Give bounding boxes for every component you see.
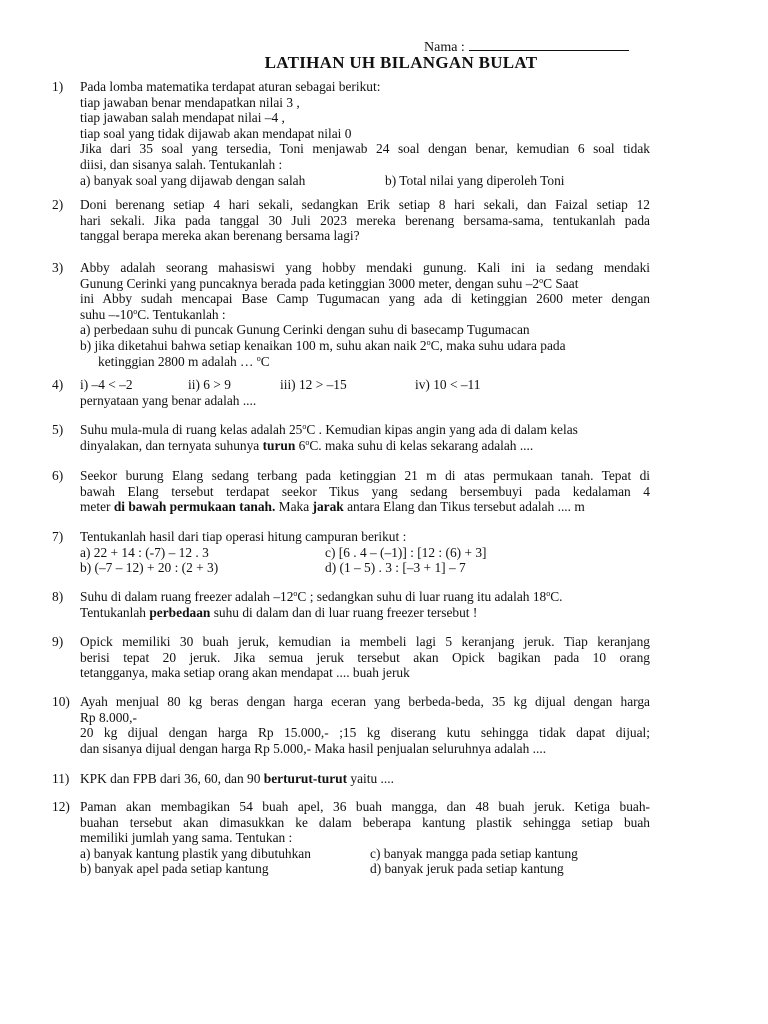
options-row [80, 173, 650, 189]
text-line: bawah Elang tersebut terdapat seekor Tikus yang sedang bersembuyi pada kedalaman 4 [80, 483, 650, 499]
option-b: b) banyak apel pada setiap kantung [80, 861, 269, 877]
question-number: 8) [52, 589, 64, 604]
question-number: 1) [52, 79, 64, 94]
question-body [80, 589, 650, 620]
text-line: tanggal berapa mereka akan berenang bersama lagi? [80, 228, 360, 244]
text-line: berisi tepat 20 jeruk. Jika semua jeruk tersebut akan Opick bagikan pada 10 orang [80, 649, 650, 665]
question-body [80, 468, 650, 515]
text-line: Tentukanlah perbedaan suhu di dalam dan di luar ruang freezer tersebut ! [80, 604, 478, 620]
option-b: b) Total nilai yang diperoleh Toni [385, 172, 565, 188]
text-line: Tentukanlah hasil dari tiap operasi hitung campuran berikut : [80, 529, 407, 544]
question-number: 4) [52, 377, 64, 392]
page-title: LATIHAN UH BILANGAN BULAT [264, 53, 538, 72]
option-a: a) banyak soal yang dijawab dengan salah [80, 172, 306, 188]
text-line: Rp 8.000,- [80, 709, 137, 725]
statements-row [80, 377, 650, 393]
text-line: diisi, dan sisanya salah. Tentukanlah : [80, 156, 283, 172]
question-number: 10) [52, 694, 70, 709]
text-line: dinyalakan, dan ternyata suhunya turun 6$^o$C. maka suhu di kelas sekarang adalah .... [80, 437, 534, 453]
question-number: 3) [52, 260, 64, 275]
statement-iv: iv) 10 < –11 [415, 377, 481, 392]
text-line: tiap soal yang tidak dijawab akan mendapat nilai 0 [80, 125, 352, 141]
text-line: 20 kg dijual dengan harga Rp 15.000,- ;15 kg diserang kutu sehingga tidak dapat dijual; [80, 725, 650, 741]
text-line: Paman akan membagikan 54 buah apel, 36 buah mangga, dan 48 buah jeruk. Ketiga buah- [80, 799, 650, 814]
options-row [80, 861, 650, 877]
question-number: 11) [52, 771, 70, 786]
question-body [80, 422, 650, 453]
options-row [80, 846, 650, 862]
option-a: a) 22 + 14 : (-7) – 12 . 3 [80, 544, 209, 560]
question-number: 2) [52, 197, 64, 212]
text-line: tiap jawaban benar mendapatkan nilai 3 , [80, 94, 300, 110]
question-body [80, 771, 650, 787]
question-body [80, 529, 650, 576]
question-number: 9) [52, 634, 64, 649]
text-line: buahan tersebut akan dimasukkan ke dalam beberapa kantung plastik sehingga setiap buah [80, 814, 650, 830]
statement-i: i) –4 < –2 [80, 377, 133, 392]
question-body [80, 197, 650, 244]
text-line: Suhu mula-mula di ruang kelas adalah 25$^o$C . Kemudian kipas angin yang ada di dalam kelas [80, 422, 578, 437]
text-line: Doni berenang setiap 4 hari sekali, sedangkan Erik setiap 8 hari sekali, dan Faizal setiap 12 [80, 197, 650, 212]
question-number: 7) [52, 529, 64, 544]
option-d: d) (1 – 5) . 3 : [–3 + 1] – 7 [325, 560, 466, 576]
question-number: 6) [52, 468, 64, 483]
option-a: a) perbedaan suhu di puncak Gunung Cerinki dengan suhu di basecamp Tugumacan [80, 322, 530, 338]
option-c: c) banyak mangga pada setiap kantung [370, 845, 578, 861]
name-blank-line [469, 38, 629, 51]
name-label: Nama : [424, 40, 465, 55]
option-b-continued: ketinggian 2800 m adalah … $^o$C [98, 353, 270, 369]
option-d: d) banyak jeruk pada setiap kantung [370, 861, 564, 877]
option-b: b) jika diketahui bahwa setiap kenaikan 100 m, suhu akan naik 2$^o$C, maka suhu udara pada [80, 337, 566, 353]
text-line: Gunung Cerinki yang puncaknya berada pada ketinggian 3000 meter, dengan suhu –2$^o$C Saat [80, 275, 579, 291]
question-body [80, 79, 650, 188]
question-number: 5) [52, 422, 64, 437]
statement-iii: iii) 12 > –15 [280, 377, 347, 392]
options-row [80, 545, 650, 561]
text-line: pernyataan yang benar adalah .... [80, 392, 257, 408]
text-line: Suhu di dalam ruang freezer adalah –12$^o$C ; sedangkan suhu di luar ruang itu adalah 18$^o$C. [80, 589, 563, 604]
question-body [80, 377, 650, 408]
question-body [80, 694, 650, 756]
option-b: b) (–7 – 12) + 20 : (2 + 3) [80, 560, 219, 576]
text-line: tiap jawaban salah mendapat nilai –4 , [80, 110, 285, 126]
question-body [80, 634, 650, 681]
text-line: hari sekali. Jika pada tanggal 30 Juli 2023 mereka berenang bersama-sama, tentukanlah pada [80, 212, 650, 228]
option-a: a) banyak kantung plastik yang dibutuhkan [80, 845, 311, 861]
text-line: dan sisanya dijual dengan harga Rp 5.000,- Maka hasil penjualan seluruhnya adalah .... [80, 740, 547, 756]
text-line: tetangganya, maka setiap orang akan mendapat .... buah jeruk [80, 665, 410, 681]
question-number: 12) [52, 799, 70, 814]
text-line: KPK dan FPB dari 36, 60, dan 90 berturut-turut yaitu .... [80, 771, 394, 786]
text-line: Jika dari 35 soal yang tersedia, Toni menjawab 24 soal dengan benar, kemudian 6 soal tidak [80, 141, 650, 157]
question-body [80, 260, 650, 369]
option-c: c) [6 . 4 – (–1)] : [12 : (6) + 3] [325, 544, 487, 560]
text-line: Opick memiliki 30 buah jeruk, kemudian ia membeli lagi 5 keranjang jeruk. Tiap keranjang [80, 634, 650, 649]
text-line: Abby adalah seorang mahasiswi yang hobby mendaki gunung. Kali ini ia sedang mendaki [80, 260, 650, 275]
statement-ii: ii) 6 > 9 [188, 377, 231, 392]
text-line: memiliki jumlah yang sama. Tentukan : [80, 830, 293, 846]
options-row [80, 560, 650, 576]
text-line: Seekor burung Elang sedang terbang pada ketinggian 21 m di atas permukaan tanah. Tepat di [80, 468, 650, 483]
question-body [80, 799, 650, 877]
text-line: Pada lomba matematika terdapat aturan sebagai berikut: [80, 79, 381, 94]
text-line: meter di bawah permukaan tanah. Maka jarak antara Elang dan Tikus tersebut adalah .... m [80, 499, 585, 515]
text-line: ini Abby sudah mencapai Base Camp Tugumacan yang ada di ketinggian 2600 meter dengan [80, 291, 650, 307]
text-line: suhu –-10$^o$C. Tentukanlah : [80, 306, 226, 322]
text-line: Ayah menjual 80 kg beras dengan harga eceran yang berbeda-beda, 35 kg dijual dengan harga [80, 694, 650, 709]
